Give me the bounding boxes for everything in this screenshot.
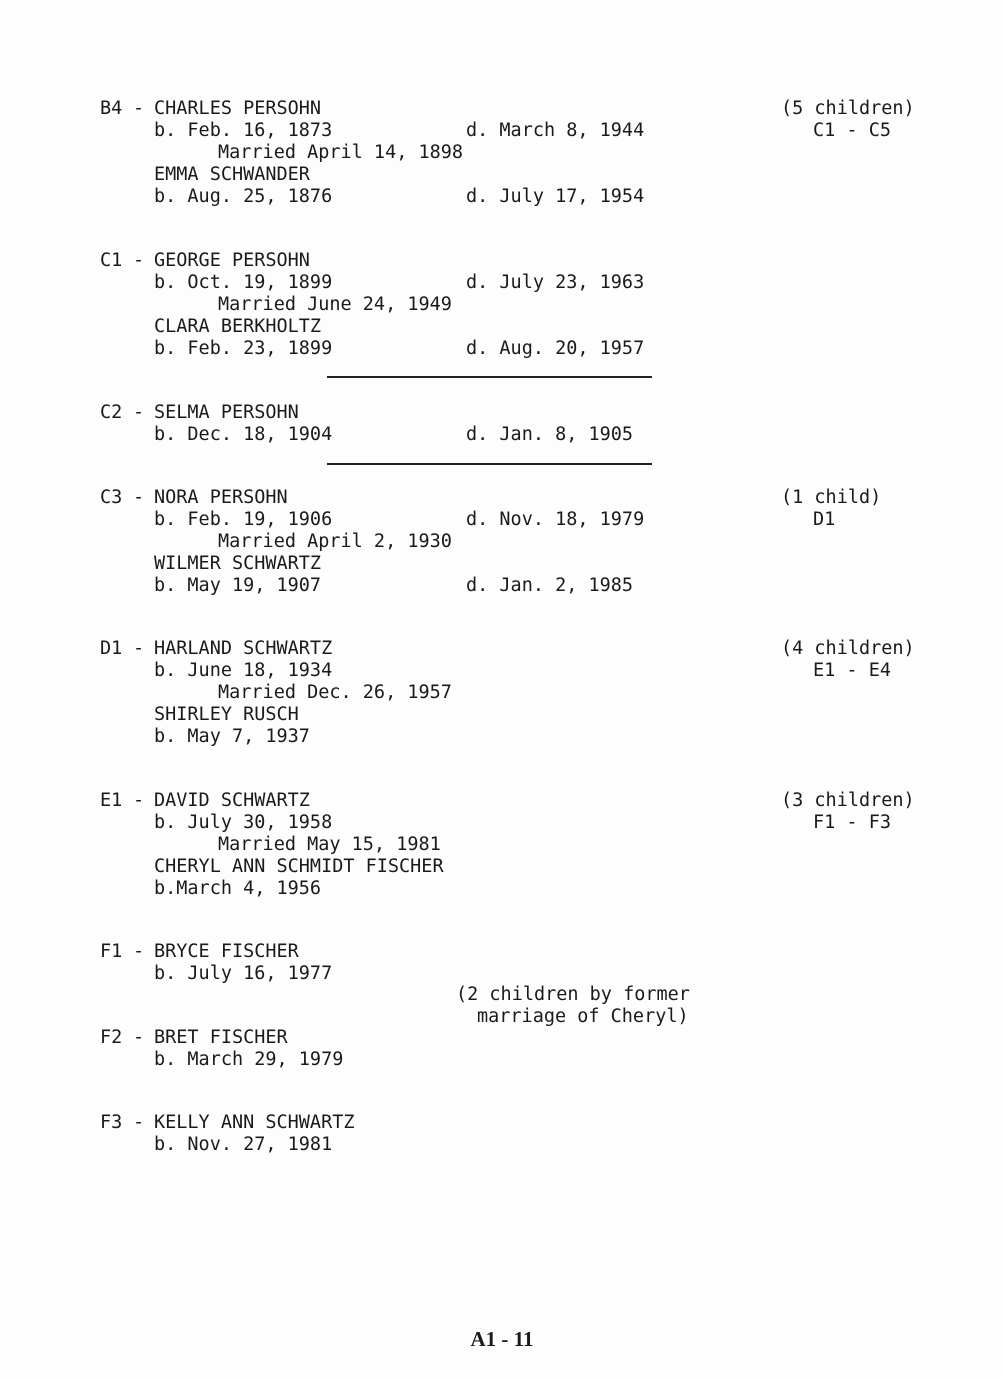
dash: - — [133, 250, 145, 271]
spouse-name-e1: CHERYL ANN SCHMIDT FISCHER — [154, 856, 444, 877]
person-name-b4: CHARLES PERSOHN — [154, 98, 322, 119]
spouse-name-d1: SHIRLEY RUSCH — [154, 704, 299, 725]
spouse-death-c3: d. Jan. 2, 1985 — [466, 575, 634, 596]
dash: - — [133, 402, 145, 423]
birth-date-f1: b. July 16, 1977 — [154, 963, 333, 984]
entry-code-f2: F2 — [100, 1027, 123, 1048]
person-name-d1: HARLAND SCHWARTZ — [154, 638, 333, 659]
person-name-e1: DAVID SCHWARTZ — [154, 790, 310, 811]
person-name-c1: GEORGE PERSOHN — [154, 250, 310, 271]
children-count-d1: (4 children) — [781, 638, 915, 659]
person-name-f1: BRYCE FISCHER — [154, 941, 299, 962]
entry-code-b4: B4 — [100, 98, 123, 119]
death-date-c3: d. Nov. 18, 1979 — [466, 509, 645, 530]
children-range-d1: E1 - E4 — [813, 660, 891, 681]
entry-code-d1: D1 — [100, 638, 123, 659]
children-count-c3: (1 child) — [781, 487, 882, 508]
person-name-f3: KELLY ANN SCHWARTZ — [154, 1112, 355, 1133]
birth-date-c3: b. Feb. 19, 1906 — [154, 509, 333, 530]
spouse-birth-d1: b. May 7, 1937 — [154, 726, 310, 747]
birth-date-d1: b. June 18, 1934 — [154, 660, 333, 681]
children-count-e1: (3 children) — [781, 790, 915, 811]
spouse-birth-c1: b. Feb. 23, 1899 — [154, 338, 333, 359]
entry-code-c3: C3 — [100, 487, 123, 508]
spouse-death-c1: d. Aug. 20, 1957 — [466, 338, 645, 359]
person-name-c2: SELMA PERSOHN — [154, 402, 299, 423]
birth-date-f3: b. Nov. 27, 1981 — [154, 1134, 333, 1155]
former-marriage-note-line2: marriage of Cheryl) — [477, 1006, 689, 1027]
death-date-c2: d. Jan. 8, 1905 — [466, 424, 634, 445]
spouse-birth-c3: b. May 19, 1907 — [154, 575, 322, 596]
birth-date-c2: b. Dec. 18, 1904 — [154, 424, 333, 445]
marriage-date-c1: Married June 24, 1949 — [218, 294, 452, 315]
spouse-name-c3: WILMER SCHWARTZ — [154, 553, 322, 574]
spouse-name-b4: EMMA SCHWANDER — [154, 164, 310, 185]
dash: - — [133, 487, 145, 508]
former-marriage-note-line1: (2 children by former — [456, 984, 690, 1005]
dash: - — [133, 941, 145, 962]
person-name-f2: BRET FISCHER — [154, 1027, 288, 1048]
birth-date-c1: b. Oct. 19, 1899 — [154, 272, 333, 293]
children-count-b4: (5 children) — [781, 98, 915, 119]
dash: - — [133, 638, 145, 659]
children-range-c3: D1 — [813, 509, 836, 530]
entry-code-c1: C1 — [100, 250, 123, 271]
death-date-b4: d. March 8, 1944 — [466, 120, 645, 141]
entry-code-e1: E1 — [100, 790, 123, 811]
birth-date-e1: b. July 30, 1958 — [154, 812, 333, 833]
entry-code-f1: F1 — [100, 941, 123, 962]
divider-rule — [327, 376, 652, 378]
children-range-e1: F1 - F3 — [813, 812, 891, 833]
dash: - — [133, 1027, 145, 1048]
children-range-b4: C1 - C5 — [813, 120, 891, 141]
spouse-death-b4: d. July 17, 1954 — [466, 186, 645, 207]
dash: - — [133, 790, 145, 811]
divider-rule — [327, 463, 652, 465]
spouse-birth-b4: b. Aug. 25, 1876 — [154, 186, 333, 207]
entry-code-c2: C2 — [100, 402, 123, 423]
birth-date-b4: b. Feb. 16, 1873 — [154, 120, 333, 141]
dash: - — [133, 98, 145, 119]
spouse-name-c1: CLARA BERKHOLTZ — [154, 316, 322, 337]
marriage-date-c3: Married April 2, 1930 — [218, 531, 452, 552]
marriage-date-b4: Married April 14, 1898 — [218, 142, 464, 163]
person-name-c3: NORA PERSOHN — [154, 487, 288, 508]
entry-code-f3: F3 — [100, 1112, 123, 1133]
marriage-date-d1: Married Dec. 26, 1957 — [218, 682, 452, 703]
spouse-birth-e1: b.March 4, 1956 — [154, 878, 322, 899]
death-date-c1: d. July 23, 1963 — [466, 272, 645, 293]
birth-date-f2: b. March 29, 1979 — [154, 1049, 344, 1070]
marriage-date-e1: Married May 15, 1981 — [218, 834, 441, 855]
dash: - — [133, 1112, 145, 1133]
page-number: A1 - 11 — [470, 1327, 534, 1351]
